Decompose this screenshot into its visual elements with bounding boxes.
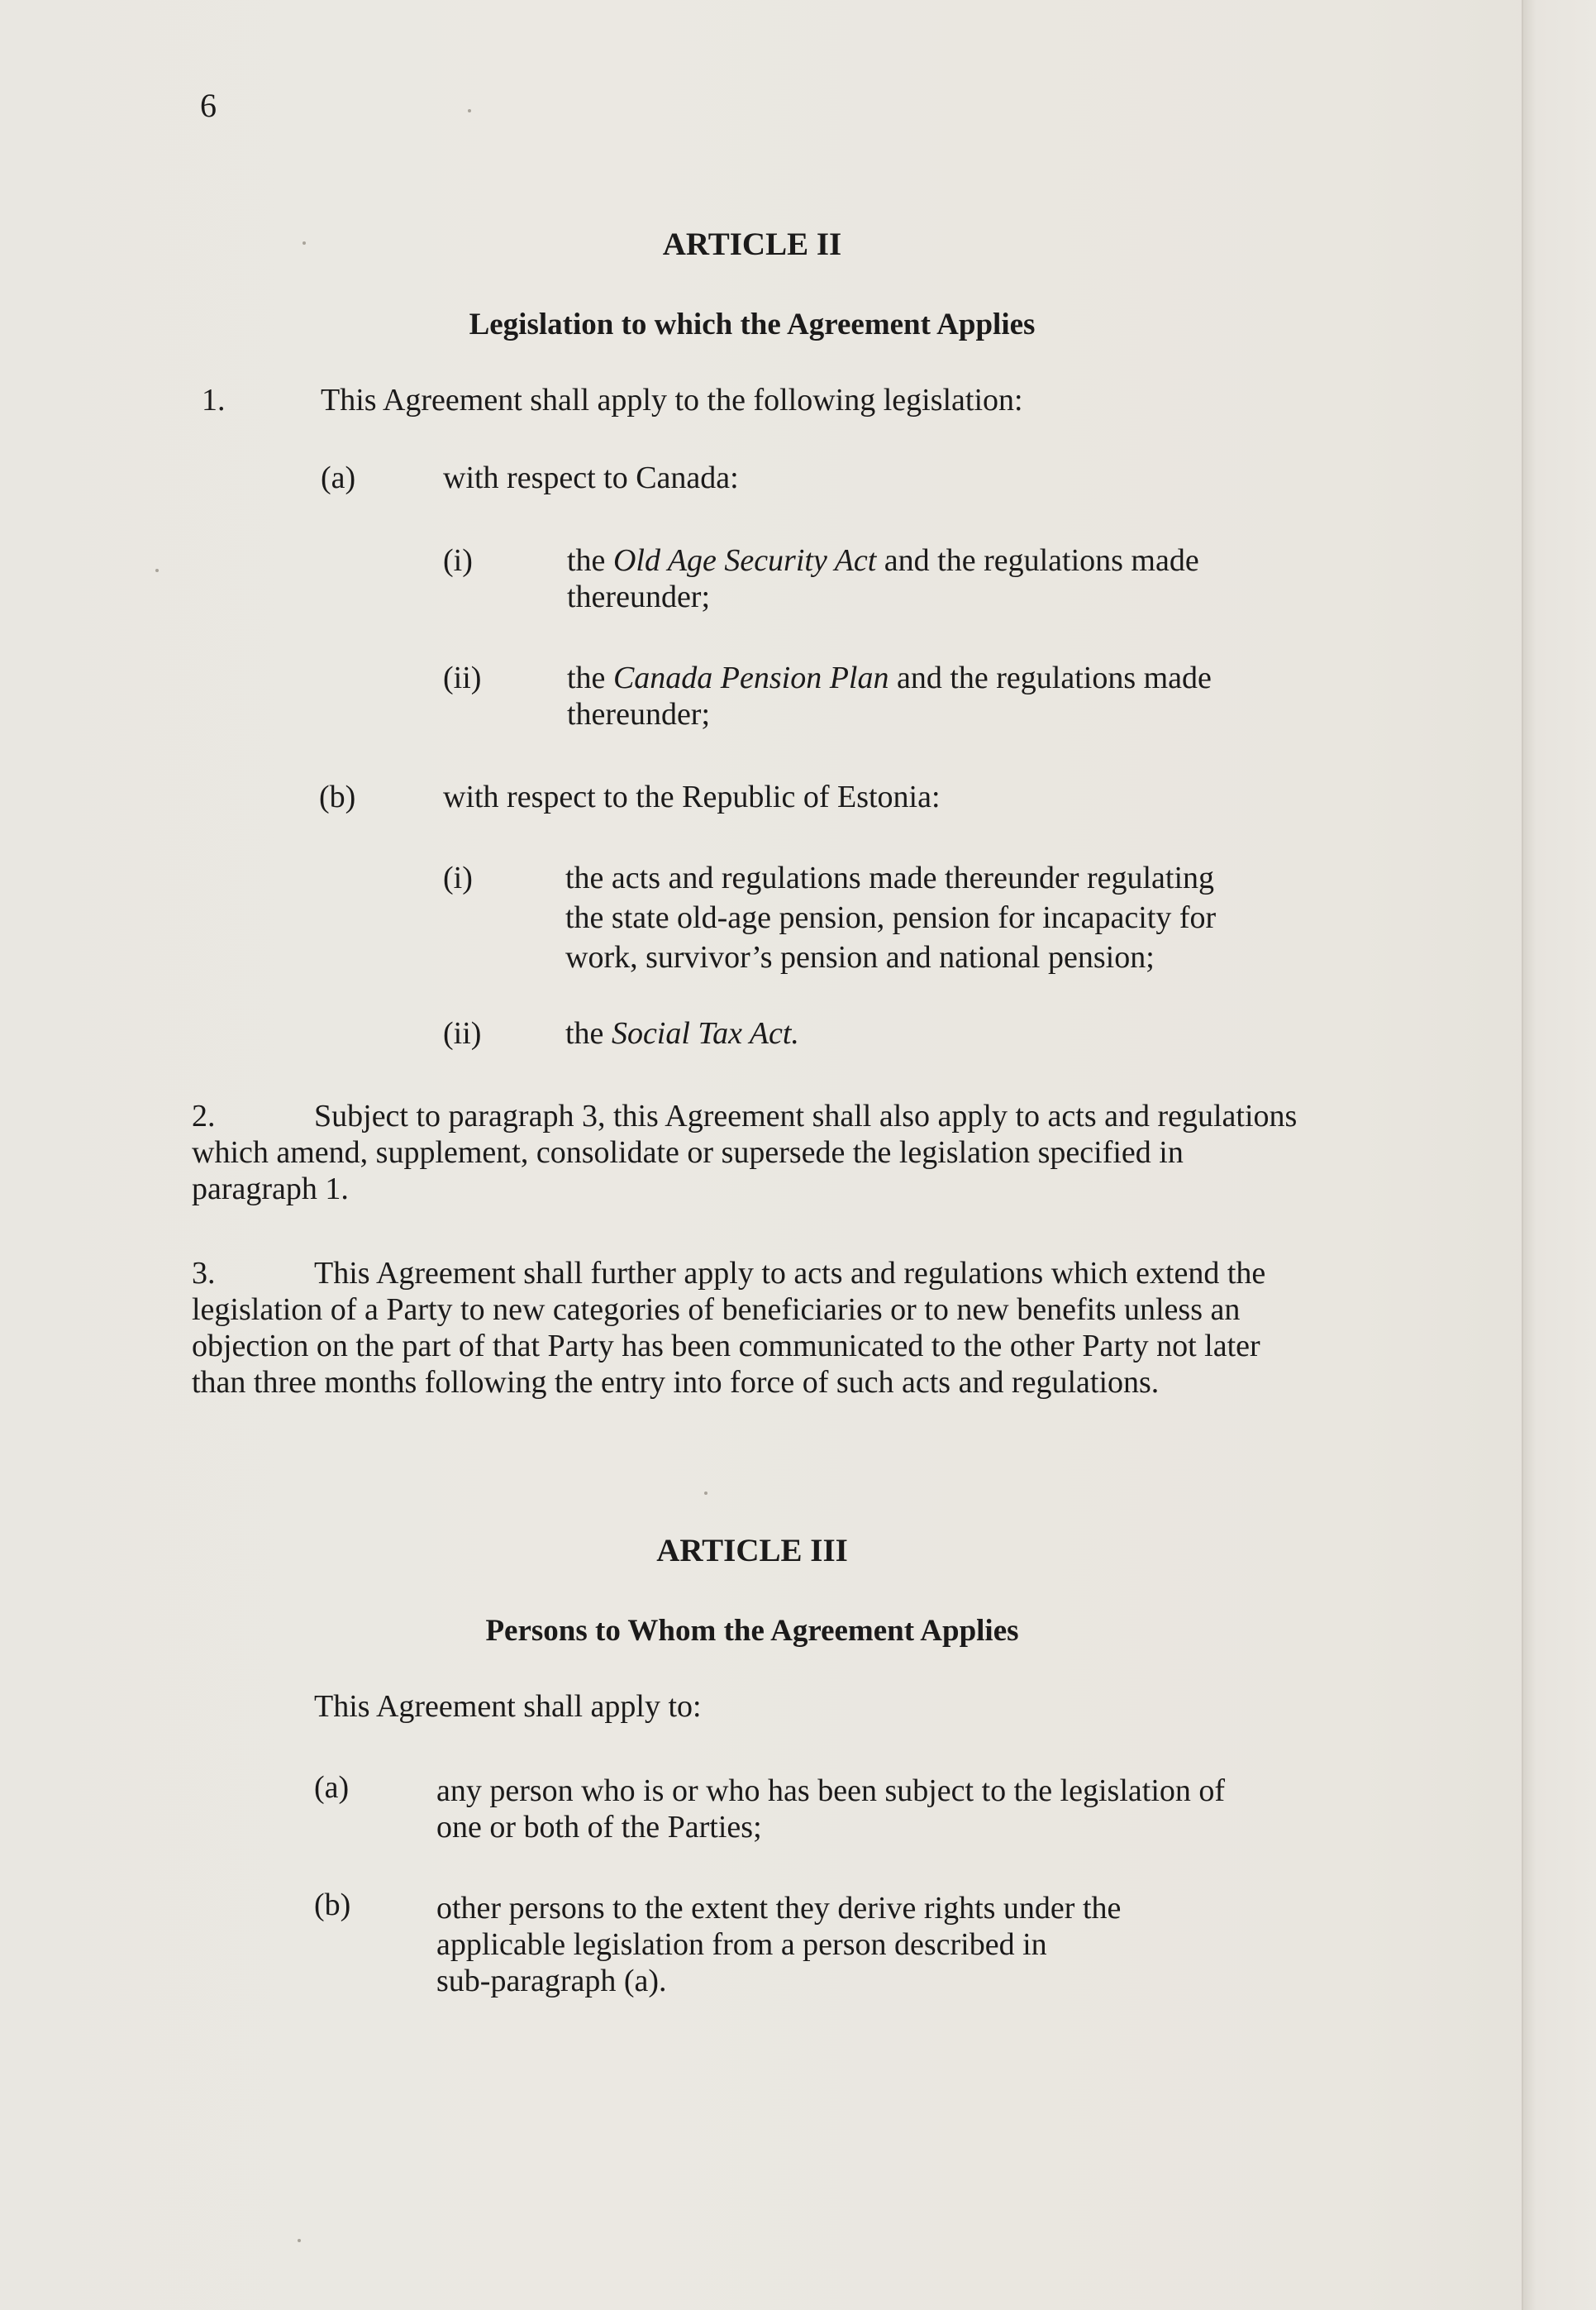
paragraph-3 [192,1255,1316,1401]
page-number: 6 [200,87,217,124]
article-3-a-label: (a) [314,1770,350,1805]
article-2-heading: ARTICLE II [662,227,842,262]
item-a-ii-label: (ii) [443,661,482,695]
item-b-i-line2: the state old-age pension, pension for incapacity for [565,900,1217,935]
item-a-label: (a) [321,461,356,495]
paper-speck [298,2239,301,2242]
paper-speck [468,109,471,112]
article-3-intro: This Agreement shall apply to: [314,1689,702,1724]
item-b-text: with respect to the Republic of Estonia: [443,780,941,814]
paragraph-3-number: 3. [192,1256,216,1291]
paper-speck [704,1491,707,1495]
paragraph-2-text: Subject to paragraph 3, this Agreement shall also apply to acts and regulations which amend, supplement, consolidate or supersede the legislation specified in paragraph 1. [192,1099,1298,1206]
item-b-i-label: (i) [443,861,473,895]
paragraph-1-number: 1. [202,383,226,418]
article-3-subheading: Persons to Whom the Agreement Applies [485,1614,1019,1648]
item-a-text: with respect to Canada: [443,461,739,495]
item-b-ii-label: (ii) [443,1016,482,1051]
item-a-ii-line1: the Canada Pension Plan and the regulations made [567,661,1212,695]
article-3-b-label: (b) [314,1888,351,1922]
item-b-ii-line1: the Social Tax Act. [565,1016,799,1051]
page-edge-shadow [1522,0,1596,2310]
item-a-i-line2: thereunder; [567,580,711,614]
article-3-b-line2: applicable legislation from a person described in [436,1927,1047,1962]
paragraph-1-text: This Agreement shall apply to the following legislation: [321,383,1023,418]
article-2-subheading: Legislation to which the Agreement Applies [469,308,1036,341]
legislation-title: Social Tax Act. [611,1016,799,1051]
paper-speck [155,569,159,572]
item-a-ii-line2: thereunder; [567,697,711,732]
item-b-i-line3: work, survivor’s pension and national pension; [565,940,1155,975]
paragraph-2-number: 2. [192,1099,216,1134]
item-a-i-label: (i) [443,543,473,578]
paragraph-3-text: This Agreement shall further apply to acts and regulations which extend the legislation of a Party to new categories of beneficiaries or to new benefits unless an objection on the part of that Party has been communicated to the other Party not later than three months following the entry into force of such acts and regulations. [192,1256,1266,1400]
article-3-heading: ARTICLE III [656,1533,848,1568]
article-3-a-line2: one or both of the Parties; [436,1810,762,1845]
paragraph-2 [192,1098,1316,1207]
legislation-title: Old Age Security Act [612,543,877,578]
item-b-i-line1: the acts and regulations made thereunder regulating [565,861,1215,895]
item-a-i-line1: the Old Age Security Act and the regulations made [567,543,1199,578]
item-b-label: (b) [319,780,356,814]
article-3-b-line1: other persons to the extent they derive rights under the [436,1891,1122,1926]
article-3-a-line1: any person who is or who has been subject to the legislation of [436,1773,1226,1808]
legislation-title: Canada Pension Plan [612,661,889,695]
article-3-b-line3: sub-paragraph (a). [436,1964,667,1998]
